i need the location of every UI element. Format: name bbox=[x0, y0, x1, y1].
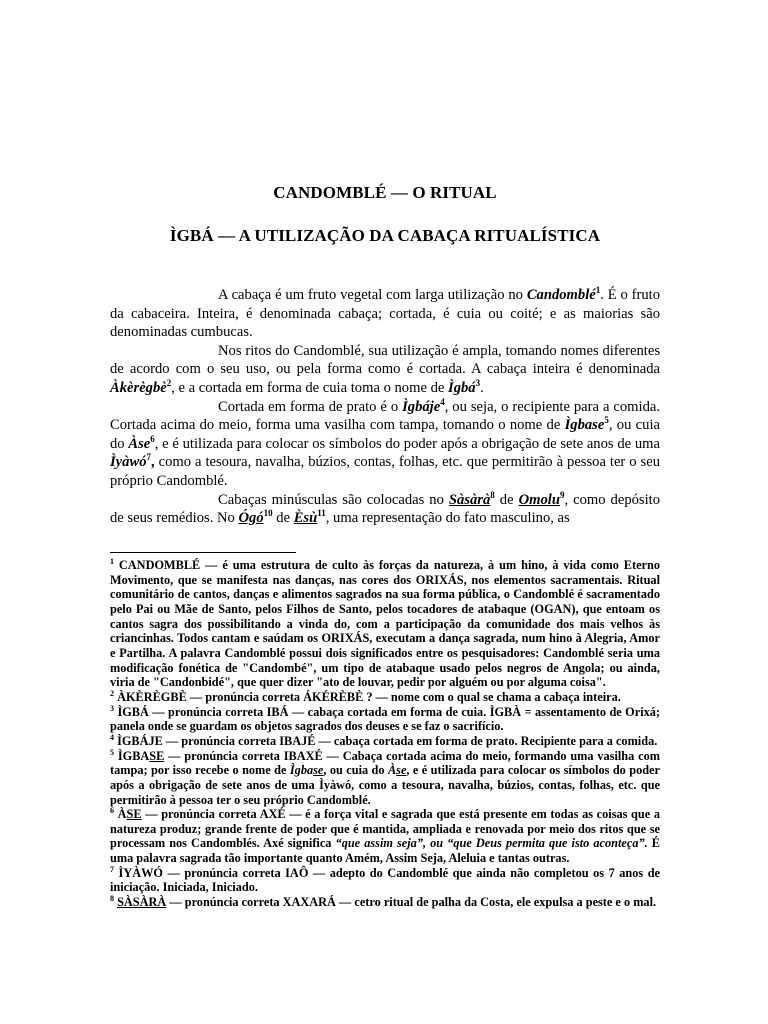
text-run: , e a cortada em forma de cuia toma o nome de bbox=[171, 379, 449, 396]
footnote-text: — pronúncia correta IBAXÉ — Cabaça cortada acima do meio, formando uma vasilha com tampa; por isso recebe o nome de bbox=[110, 748, 660, 778]
footnote-number: 8 bbox=[110, 894, 114, 903]
footnote-ref[interactable]: 6 bbox=[150, 433, 155, 444]
paragraph-3 bbox=[110, 398, 660, 491]
term-candomble: Candomblé bbox=[526, 287, 596, 303]
footnote-number: 5 bbox=[110, 747, 114, 757]
footnote-ref[interactable]: 2 bbox=[166, 378, 172, 389]
footnote-number: 2 bbox=[110, 688, 114, 698]
text-run: de bbox=[272, 510, 294, 527]
footnote-text: ÀKÈRÈGBÈ — pronúncia correta ÁKÉRÈBÈ ? — nome com o qual se chama a cabaça inteira. bbox=[117, 689, 621, 704]
footnote-4 bbox=[110, 734, 660, 749]
text-run: de bbox=[494, 491, 519, 508]
paragraph-4 bbox=[110, 491, 660, 528]
footnote-7 bbox=[110, 866, 660, 895]
footnote-number: 3 bbox=[110, 703, 114, 713]
term-akeregbe: Àkèrègbè bbox=[110, 379, 167, 396]
footnote-text: ÌGBÁ — pronúncia correta IBÁ — cabaça cortada em forma de cuia. ÌGBÀ = assentamento de Orixá; panela onde se guardam os objetos sagrados dos deuses e se faz o sacrifício. bbox=[110, 704, 661, 734]
footnote-quote: “que assim seja”, ou “que Deus permita que isto aconteça”. bbox=[335, 836, 648, 851]
term-igbaje: Ìgbáje bbox=[402, 398, 441, 415]
footnote-1 bbox=[110, 558, 660, 690]
text-run: , ou cuia do bbox=[110, 417, 660, 452]
footnote-ref[interactable]: 11 bbox=[317, 508, 326, 519]
footnote-term: SE bbox=[149, 748, 165, 763]
text-run: , uma representação do fato masculino, as bbox=[325, 510, 570, 527]
footnote-5 bbox=[110, 749, 660, 808]
text-run: , como depósito de seus remédios. No bbox=[110, 491, 660, 527]
footnote-2 bbox=[110, 690, 660, 705]
footnote-text: É uma palavra sagrada tão importante quanto Amém, Assim Seja, Aleluia e tantas outras. bbox=[110, 836, 660, 866]
footnote-text: ÌGBÁJE — pronúncia correta IBAJÉ — cabaça cortada em forma de prato. Recipiente para a comida. bbox=[117, 733, 658, 748]
footnote-number: 4 bbox=[110, 732, 114, 742]
footnote-text: , ou cuia do bbox=[323, 763, 388, 778]
footnote-3 bbox=[110, 705, 660, 734]
footnote-ref[interactable]: 1 bbox=[595, 285, 601, 296]
footnote-ref[interactable]: 4 bbox=[440, 396, 445, 407]
footnote-term: SÀSÀRÀ bbox=[117, 895, 167, 910]
term-sasara: Sàsàrà bbox=[448, 491, 491, 508]
footnote-term: Ìgba bbox=[289, 763, 314, 778]
footnote-number: 1 bbox=[110, 556, 114, 566]
term-ase: Àse bbox=[128, 435, 151, 452]
footnote-number: 6 bbox=[110, 806, 114, 816]
footnote-ref[interactable]: 10 bbox=[263, 508, 273, 519]
footnote-term: ÌGBA bbox=[117, 748, 150, 763]
footnote-text: — pronúncia correta XAXARÁ — cetro ritual de palha da Costa, ele expulsa a peste e o mal. bbox=[166, 895, 657, 910]
footnotes bbox=[110, 558, 660, 910]
footnote-ref[interactable]: 9 bbox=[559, 489, 565, 500]
footnote-ref[interactable]: 3 bbox=[475, 378, 481, 389]
footnote-6 bbox=[110, 807, 660, 866]
footnote-separator bbox=[110, 552, 296, 553]
term-esu: Èsù bbox=[293, 510, 318, 527]
paragraph-1 bbox=[110, 286, 660, 342]
text-run: , ou seja, o recipiente para a comida. Cortada acima do meio, forma uma vasilha com tampa, tomando o nome de bbox=[110, 398, 660, 434]
footnote-term: SE bbox=[126, 807, 142, 822]
footnote-ref[interactable]: 8 bbox=[490, 489, 495, 500]
text-run: como a tesoura, navalha, búzios, contas, folhas, etc. que permitirão à pessoa ter o seu próprio Candomblé. bbox=[110, 454, 660, 489]
text-run: Cortada em forma de prato é o bbox=[218, 398, 403, 415]
page-title: CANDOMBLÉ — O RITUAL bbox=[273, 183, 497, 202]
footnote-term: se bbox=[396, 763, 407, 778]
footnote-text: CANDOMBLÉ — é uma estrutura de culto às forças da natureza, à um hino, à vida como Eterno Movimento, que se manifesta nas danças, nas cores dos ORIXÁS, nos elementos sacramentais. Ritual comunitário de cantos, danças e alimentos sagrados na sua forma pública, o Candomblé é sacramentado pelo Pai ou Mãe de Santo, pelos Filhos de Santo, pelos tocadores de atabaque (OGAN), que entoam os cantos sagra dos possibilitando a vinda do, com a participação da comunidade dos mais velhos às criancinhas. Todos cantam e saúdam os ORIXÁS, executam a dança sagrada, num hino à Alegria, Amor e Partilha. A palavra Candomblé possui dois significados entre os pesquisadores: Candomblé seria uma modificação fonética de "Candombé", um tipo de atabaque usado pelos negros de Angola; ou ainda, viria de "Candonbidé", que quer dizer "ato de louvar, pedir por alguém ou por alguma coisa". bbox=[110, 558, 660, 690]
term-igbase: Ìgbase bbox=[564, 417, 605, 434]
text-run: Cabaças minúsculas são colocadas no bbox=[218, 491, 449, 508]
term-iyawo: Ìyàwó bbox=[110, 454, 147, 471]
text-run: Nos ritos do Candomblé, sua utilização é ampla, tomando nomes diferentes de acordo com o seu uso, ou pela forma como é cortada. A cabaça inteira é denominada bbox=[110, 342, 660, 378]
footnote-term: À bbox=[387, 763, 397, 778]
text-run: , e é utilizada para colocar os símbolos do poder após a obrigação de sete anos de uma bbox=[154, 435, 660, 452]
footnote-8 bbox=[110, 895, 660, 910]
footnote-text: ÌYÀWÓ — pronúncia correta IAÔ — adepto do Candomblé que ainda não completou os 7 anos de iniciação. Iniciada, Iniciado. bbox=[110, 865, 661, 895]
body-text bbox=[110, 286, 660, 528]
page-subtitle: ÌGBÁ — A UTILIZAÇÃO DA CABAÇA RITUALÍSTICA bbox=[169, 226, 601, 245]
text-run: . bbox=[480, 379, 484, 396]
footnote-text: , e é utilizada para colocar os símbolos do poder após a obrigação de sete anos de uma Ìyàwó, como a tesoura, navalha, búzios, contas, folhas, etc. que permitirão à pessoa ter o seu próprio Candomblé. bbox=[110, 763, 660, 807]
text-run: , bbox=[150, 454, 155, 471]
term-omolu: Omolu bbox=[518, 491, 560, 508]
footnote-ref[interactable]: 5 bbox=[604, 415, 609, 426]
footnote-ref[interactable]: 7 bbox=[146, 452, 151, 463]
text-run: . É o fruto da cabaceira. Inteira, é denominada cabaça; cortada, é cuia ou coité; e as maiorias são denominadas cumbucas. bbox=[110, 287, 660, 341]
paragraph-2 bbox=[110, 342, 660, 398]
term-igba: Ìgbá bbox=[448, 379, 476, 396]
text-run: A cabaça é um fruto vegetal com larga utilização no bbox=[218, 287, 527, 303]
footnote-term: se bbox=[313, 763, 324, 778]
term-ogo: Ógó bbox=[238, 510, 264, 527]
footnote-term: À bbox=[117, 807, 127, 822]
footnote-text: — pronúncia correta AXÉ — é a força vital e sagrada que está presente em todas as coisas que a natureza produz; grande frente de poder que é mantida, ampliada e renovada por meio dos ritos que se processam nos Candomblés. Axé significa bbox=[110, 807, 660, 851]
footnote-number: 7 bbox=[110, 864, 114, 874]
